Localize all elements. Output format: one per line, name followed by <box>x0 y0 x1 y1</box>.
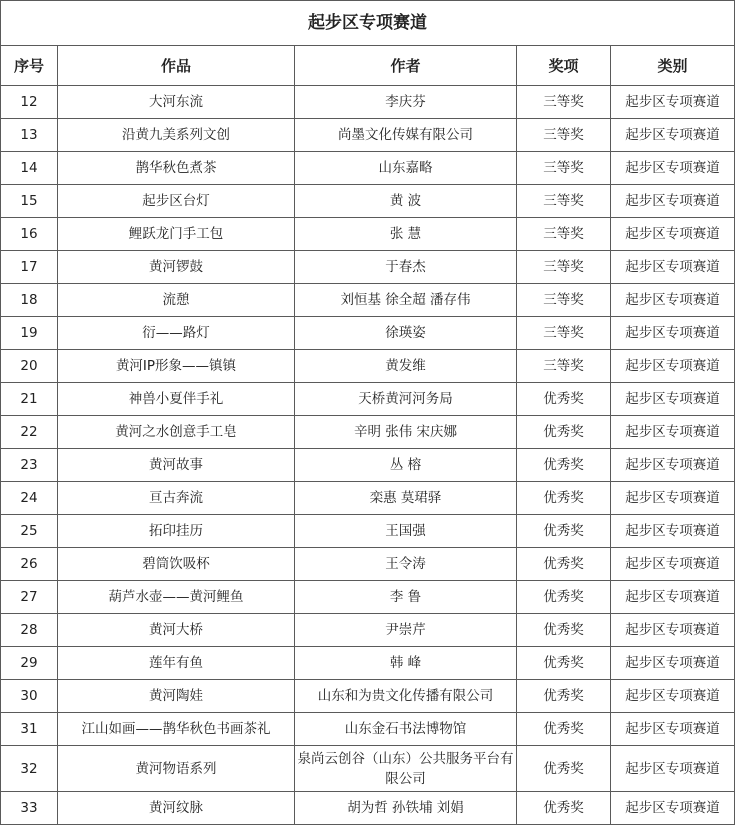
cell-author: 黄发维 <box>295 350 517 383</box>
cell-category: 起步区专项赛道 <box>611 251 735 284</box>
cell-author: 王令涛 <box>295 548 517 581</box>
cell-work: 沿黄九美系列文创 <box>58 119 295 152</box>
cell-author: 黄 波 <box>295 185 517 218</box>
cell-category: 起步区专项赛道 <box>611 218 735 251</box>
cell-award: 优秀奖 <box>517 713 611 746</box>
cell-author: 刘恒基 徐全超 潘存伟 <box>295 284 517 317</box>
cell-index: 20 <box>1 350 58 383</box>
cell-index: 24 <box>1 482 58 515</box>
cell-work: 黄河陶娃 <box>58 680 295 713</box>
cell-author: 栾惠 莫珺驿 <box>295 482 517 515</box>
cell-work: 鹊华秋色煮茶 <box>58 152 295 185</box>
cell-work: 起步区台灯 <box>58 185 295 218</box>
cell-index: 22 <box>1 416 58 449</box>
cell-category: 起步区专项赛道 <box>611 317 735 350</box>
header-author: 作者 <box>295 46 517 86</box>
table-row <box>1 614 735 647</box>
cell-author: 山东金石书法博物馆 <box>295 713 517 746</box>
cell-author: 李 鲁 <box>295 581 517 614</box>
cell-category: 起步区专项赛道 <box>611 713 735 746</box>
cell-category: 起步区专项赛道 <box>611 746 735 792</box>
table-row <box>1 350 735 383</box>
cell-work: 衍——路灯 <box>58 317 295 350</box>
cell-index: 26 <box>1 548 58 581</box>
cell-category: 起步区专项赛道 <box>611 515 735 548</box>
cell-author: 张 慧 <box>295 218 517 251</box>
cell-category: 起步区专项赛道 <box>611 548 735 581</box>
cell-award: 三等奖 <box>517 86 611 119</box>
cell-award: 优秀奖 <box>517 647 611 680</box>
cell-category: 起步区专项赛道 <box>611 119 735 152</box>
table-title: 起步区专项赛道 <box>1 1 735 46</box>
cell-author: 胡为哲 孙铁埔 刘娟 <box>295 792 517 825</box>
cell-author: 山东和为贵文化传播有限公司 <box>295 680 517 713</box>
cell-author: 尹崇芹 <box>295 614 517 647</box>
cell-work: 莲年有鱼 <box>58 647 295 680</box>
cell-work: 黄河大桥 <box>58 614 295 647</box>
cell-work: 江山如画——鹊华秋色书画茶礼 <box>58 713 295 746</box>
cell-category: 起步区专项赛道 <box>611 581 735 614</box>
table-row <box>1 482 735 515</box>
cell-category: 起步区专项赛道 <box>611 449 735 482</box>
cell-category: 起步区专项赛道 <box>611 416 735 449</box>
cell-work: 葫芦水壶——黄河鲤鱼 <box>58 581 295 614</box>
cell-work: 鲤跃龙门手工包 <box>58 218 295 251</box>
header-index: 序号 <box>1 46 58 86</box>
cell-index: 29 <box>1 647 58 680</box>
cell-award: 优秀奖 <box>517 449 611 482</box>
cell-award: 三等奖 <box>517 218 611 251</box>
cell-category: 起步区专项赛道 <box>611 792 735 825</box>
cell-work: 亘古奔流 <box>58 482 295 515</box>
cell-work: 黄河之水创意手工皂 <box>58 416 295 449</box>
cell-award: 优秀奖 <box>517 383 611 416</box>
cell-award: 优秀奖 <box>517 746 611 792</box>
cell-author: 泉尚云创谷（山东）公共服务平台有限公司 <box>295 746 517 792</box>
cell-index: 33 <box>1 792 58 825</box>
cell-work: 流憩 <box>58 284 295 317</box>
cell-index: 32 <box>1 746 58 792</box>
cell-award: 三等奖 <box>517 152 611 185</box>
cell-index: 15 <box>1 185 58 218</box>
table-row <box>1 317 735 350</box>
cell-index: 18 <box>1 284 58 317</box>
cell-award: 优秀奖 <box>517 416 611 449</box>
cell-author: 李庆芬 <box>295 86 517 119</box>
title-row <box>1 1 735 46</box>
cell-work: 黄河锣鼓 <box>58 251 295 284</box>
table-row <box>1 647 735 680</box>
header-work: 作品 <box>58 46 295 86</box>
cell-category: 起步区专项赛道 <box>611 152 735 185</box>
cell-author: 韩 峰 <box>295 647 517 680</box>
cell-author: 天桥黄河河务局 <box>295 383 517 416</box>
cell-work: 黄河故事 <box>58 449 295 482</box>
header-category: 类别 <box>611 46 735 86</box>
table-row <box>1 218 735 251</box>
table-row <box>1 152 735 185</box>
table-row <box>1 251 735 284</box>
cell-category: 起步区专项赛道 <box>611 680 735 713</box>
table-row <box>1 119 735 152</box>
cell-award: 优秀奖 <box>517 614 611 647</box>
table-row <box>1 746 735 792</box>
cell-award: 优秀奖 <box>517 581 611 614</box>
cell-author: 徐瑛姿 <box>295 317 517 350</box>
cell-category: 起步区专项赛道 <box>611 284 735 317</box>
cell-index: 31 <box>1 713 58 746</box>
cell-category: 起步区专项赛道 <box>611 482 735 515</box>
cell-category: 起步区专项赛道 <box>611 185 735 218</box>
table-row <box>1 416 735 449</box>
cell-work: 碧筒饮吸杯 <box>58 548 295 581</box>
table-row <box>1 792 735 825</box>
cell-author: 山东嘉略 <box>295 152 517 185</box>
cell-author: 尚墨文化传媒有限公司 <box>295 119 517 152</box>
cell-category: 起步区专项赛道 <box>611 350 735 383</box>
cell-index: 12 <box>1 86 58 119</box>
cell-index: 27 <box>1 581 58 614</box>
cell-award: 三等奖 <box>517 119 611 152</box>
cell-category: 起步区专项赛道 <box>611 614 735 647</box>
cell-index: 23 <box>1 449 58 482</box>
table-row <box>1 86 735 119</box>
cell-index: 14 <box>1 152 58 185</box>
cell-index: 21 <box>1 383 58 416</box>
cell-award: 优秀奖 <box>517 482 611 515</box>
table-row <box>1 548 735 581</box>
cell-category: 起步区专项赛道 <box>611 647 735 680</box>
cell-author: 王国强 <box>295 515 517 548</box>
cell-award: 优秀奖 <box>517 548 611 581</box>
table-body <box>1 86 735 825</box>
cell-category: 起步区专项赛道 <box>611 86 735 119</box>
header-award: 奖项 <box>517 46 611 86</box>
cell-index: 13 <box>1 119 58 152</box>
cell-index: 16 <box>1 218 58 251</box>
cell-award: 三等奖 <box>517 185 611 218</box>
table-row <box>1 185 735 218</box>
table-row <box>1 680 735 713</box>
cell-work: 拓印挂历 <box>58 515 295 548</box>
cell-index: 30 <box>1 680 58 713</box>
header-row <box>1 46 735 86</box>
table-row <box>1 713 735 746</box>
cell-award: 优秀奖 <box>517 792 611 825</box>
cell-author: 于春杰 <box>295 251 517 284</box>
table-row <box>1 515 735 548</box>
table-row <box>1 581 735 614</box>
cell-award: 优秀奖 <box>517 515 611 548</box>
cell-index: 17 <box>1 251 58 284</box>
cell-award: 优秀奖 <box>517 680 611 713</box>
cell-award: 三等奖 <box>517 284 611 317</box>
cell-work: 大河东流 <box>58 86 295 119</box>
cell-index: 28 <box>1 614 58 647</box>
cell-work: 黄河纹脉 <box>58 792 295 825</box>
cell-award: 三等奖 <box>517 317 611 350</box>
cell-index: 19 <box>1 317 58 350</box>
cell-author: 丛 榕 <box>295 449 517 482</box>
cell-category: 起步区专项赛道 <box>611 383 735 416</box>
table-row <box>1 449 735 482</box>
cell-index: 25 <box>1 515 58 548</box>
cell-work: 黄河物语系列 <box>58 746 295 792</box>
table-row <box>1 383 735 416</box>
cell-work: 神兽小夏伴手礼 <box>58 383 295 416</box>
cell-award: 三等奖 <box>517 350 611 383</box>
cell-award: 三等奖 <box>517 251 611 284</box>
table-row <box>1 284 735 317</box>
cell-work: 黄河IP形象——镇镇 <box>58 350 295 383</box>
cell-author: 辛明 张伟 宋庆娜 <box>295 416 517 449</box>
